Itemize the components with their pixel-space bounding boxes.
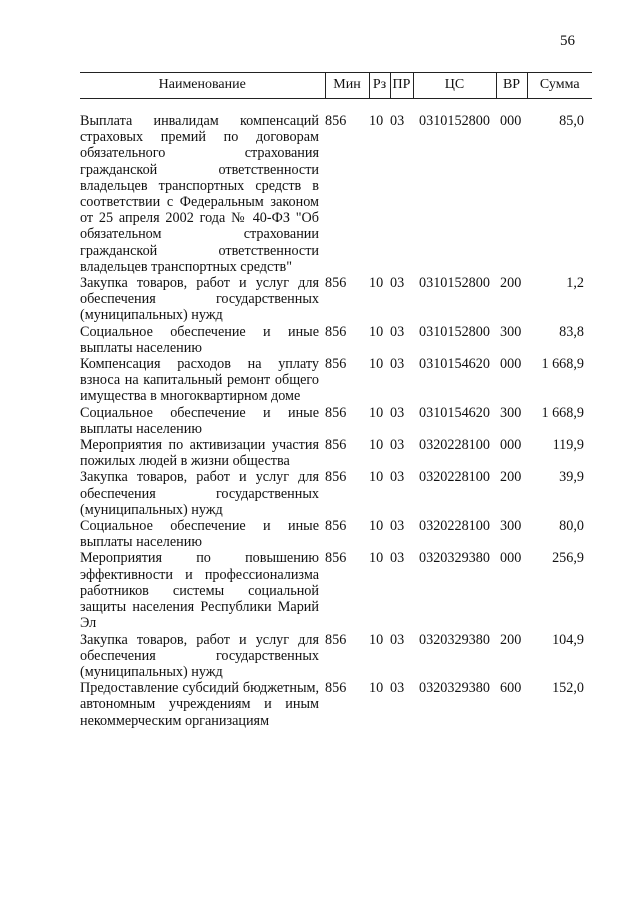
row-sum: 1 668,9: [541, 356, 584, 373]
row-pr: 03: [390, 469, 405, 486]
table-row: [80, 356, 592, 405]
row-cs: 0310154620: [419, 356, 490, 373]
row-sum: 85,0: [559, 113, 584, 129]
row-min: 856: [325, 323, 347, 340]
table-row: [80, 405, 592, 437]
table-row: [80, 113, 592, 275]
row-pr: 03: [390, 680, 405, 697]
header-sum: Сумма: [527, 73, 592, 99]
row-rz: 10: [369, 550, 384, 567]
row-min: 856: [325, 356, 347, 373]
row-rz: 10: [369, 680, 384, 697]
row-cs: 0320329380: [419, 631, 490, 648]
header-spacer: [80, 99, 592, 114]
row-rz: 10: [369, 469, 384, 486]
row-name: Мероприятия по активизации участия пожилых людей в жизни общества: [80, 437, 319, 470]
row-rz: 10: [369, 518, 384, 535]
row-pr: 03: [390, 437, 405, 454]
row-pr: 03: [390, 113, 405, 129]
row-min: 856: [325, 469, 347, 486]
row-rz: 10: [369, 275, 384, 292]
row-cs: 0320228100: [419, 518, 490, 535]
table-row: [80, 632, 592, 681]
row-rz: 10: [369, 404, 384, 421]
row-min: 856: [325, 631, 347, 648]
table-row: [80, 680, 592, 729]
table-row: [80, 275, 592, 324]
row-pr: 03: [390, 356, 405, 373]
row-sum: 1,2: [566, 275, 584, 292]
row-pr: 03: [390, 518, 405, 535]
row-vr: 200: [500, 631, 522, 648]
row-min: 856: [325, 550, 347, 567]
row-cs: 0320228100: [419, 437, 490, 454]
row-sum: 80,0: [559, 518, 584, 535]
row-name: Закупка товаров, работ и услуг для обеспечения государственных (муниципальных) нужд: [80, 275, 319, 324]
header-rz: Рз: [369, 73, 390, 99]
header-min: Мин: [325, 73, 369, 99]
row-sum: 83,8: [559, 323, 584, 340]
row-pr: 03: [390, 404, 405, 421]
row-sum: 1 668,9: [541, 404, 584, 421]
row-min: 856: [325, 113, 347, 129]
row-cs: 0310152800: [419, 113, 490, 129]
row-pr: 03: [390, 275, 405, 292]
row-pr: 03: [390, 323, 405, 340]
row-min: 856: [325, 275, 347, 292]
header-name: Наименование: [80, 73, 325, 99]
row-vr: 300: [500, 404, 522, 421]
row-min: 856: [325, 437, 347, 454]
row-min: 856: [325, 680, 347, 697]
row-name: Закупка товаров, работ и услуг для обеспечения государственных (муниципальных) нужд: [80, 469, 319, 518]
row-vr: 000: [500, 550, 522, 567]
row-vr: 200: [500, 275, 522, 292]
row-vr: 000: [500, 356, 522, 373]
table-row: [80, 324, 592, 356]
row-sum: 152,0: [552, 680, 584, 697]
row-sum: 104,9: [552, 631, 584, 648]
row-sum: 256,9: [552, 550, 584, 567]
row-cs: 0320228100: [419, 469, 490, 486]
row-name: Мероприятия по повышению эффективности и профессионализма работников системы социальной защиты населения Республики Марий Эл: [80, 550, 319, 632]
row-rz: 10: [369, 631, 384, 648]
row-rz: 10: [369, 437, 384, 454]
row-vr: 000: [500, 437, 522, 454]
row-sum: 119,9: [552, 437, 584, 454]
row-vr: 300: [500, 323, 522, 340]
row-vr: 600: [500, 680, 522, 697]
table-header-row: [80, 73, 592, 99]
header-vr: ВР: [496, 73, 527, 99]
table-row: [80, 437, 592, 469]
table-row: [80, 550, 592, 631]
row-name: Социальное обеспечение и иные выплаты населению: [80, 404, 319, 437]
page-number: 56: [560, 33, 575, 49]
budget-table: [80, 72, 592, 729]
row-pr: 03: [390, 631, 405, 648]
row-pr: 03: [390, 550, 405, 567]
row-rz: 10: [369, 113, 384, 129]
row-min: 856: [325, 404, 347, 421]
row-vr: 200: [500, 469, 522, 486]
row-cs: 0310152800: [419, 323, 490, 340]
row-name: Социальное обеспечение и иные выплаты населению: [80, 323, 319, 356]
row-vr: 000: [500, 113, 522, 129]
row-name: Предоставление субсидий бюджетным, автономным учреждениям и иным некоммерческим организациям: [80, 680, 319, 729]
row-name: Социальное обеспечение и иные выплаты населению: [80, 518, 319, 551]
row-min: 856: [325, 518, 347, 535]
row-rz: 10: [369, 356, 384, 373]
table-row: [80, 469, 592, 518]
row-vr: 300: [500, 518, 522, 535]
row-cs: 0320329380: [419, 550, 490, 567]
header-pr: ПР: [390, 73, 413, 99]
row-name: Закупка товаров, работ и услуг для обеспечения государственных (муниципальных) нужд: [80, 631, 319, 680]
row-cs: 0310152800: [419, 275, 490, 292]
row-cs: 0320329380: [419, 680, 490, 697]
row-cs: 0310154620: [419, 404, 490, 421]
row-name: Компенсация расходов на уплату взноса на капитальный ремонт общего имущества в многоквартирном доме: [80, 356, 319, 405]
row-name: Выплата инвалидам компенсаций страховых премий по договорам обязательного страхования гражданской ответственности владельцев транспортных средств в соответствии с Федеральным законом от 25 апреля 2002 года № 40-ФЗ "Об обязательном страховании гражданской ответственности владельцев транспортных средств": [80, 113, 319, 275]
table-row: [80, 518, 592, 550]
header-cs: ЦС: [413, 73, 496, 99]
table-body: [80, 99, 592, 729]
row-sum: 39,9: [559, 469, 584, 486]
row-rz: 10: [369, 323, 384, 340]
